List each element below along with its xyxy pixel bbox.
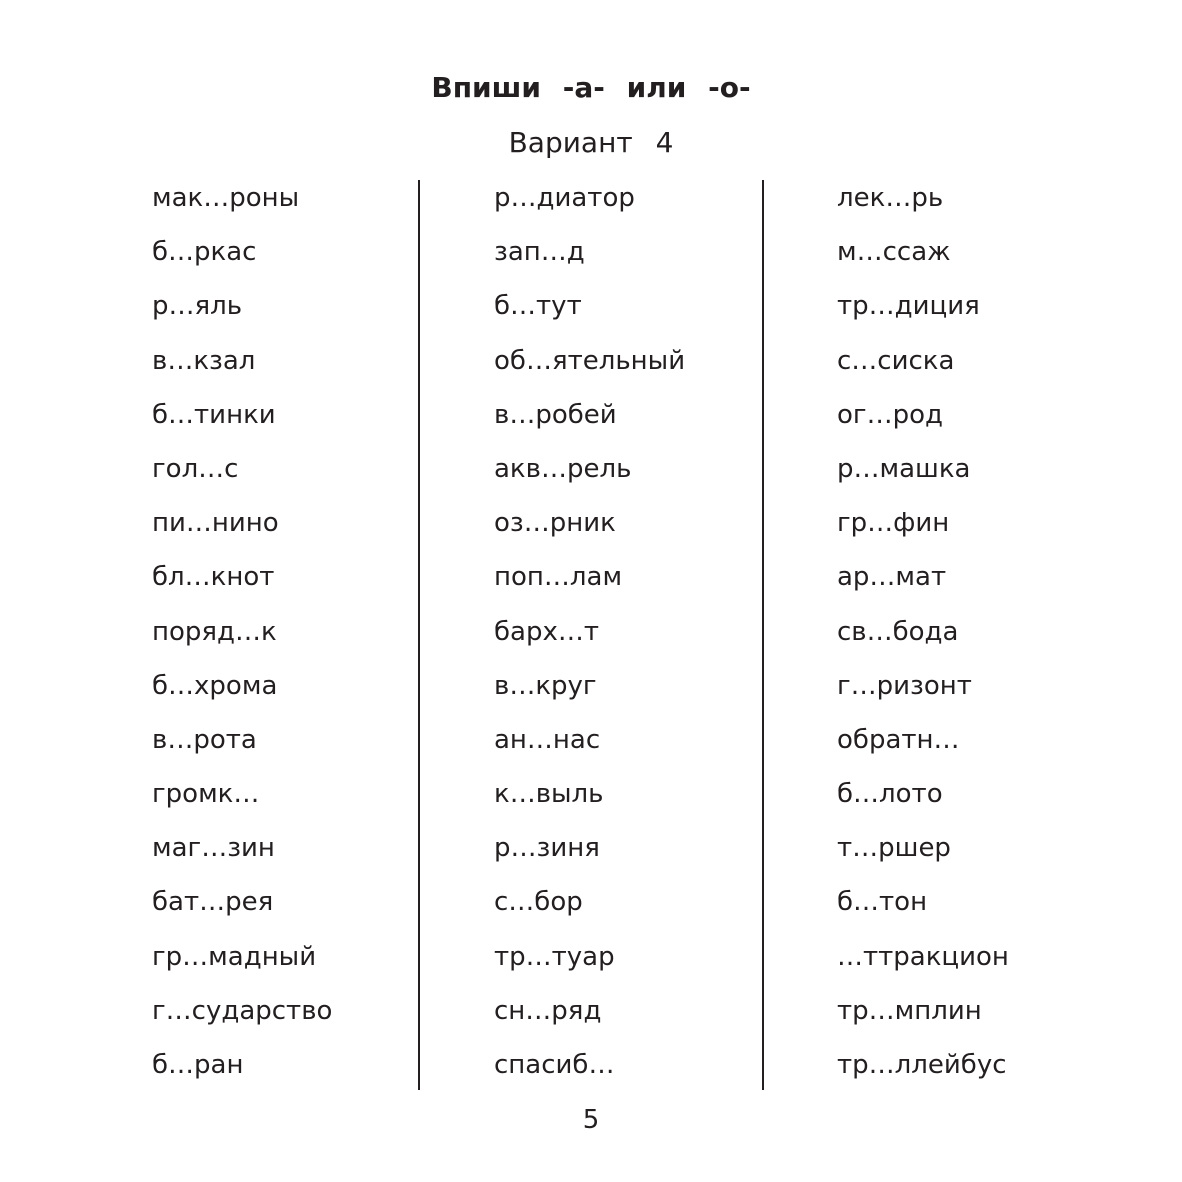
- word-item: св…бода: [837, 616, 959, 647]
- word-item: р…зиня: [494, 833, 600, 864]
- word-item: тр…мплин: [837, 995, 982, 1026]
- word-item: м…ссаж: [837, 237, 951, 268]
- word-item: …ттракцион: [837, 941, 1009, 972]
- word-item: громк…: [152, 779, 260, 810]
- word-item: сн…ряд: [494, 995, 602, 1026]
- word-item: об…ятельный: [494, 345, 686, 376]
- word-item: б…тинки: [152, 399, 276, 430]
- word-item: в…кзал: [152, 345, 256, 376]
- word-item: г…ризонт: [837, 670, 972, 701]
- word-item: оз…рник: [494, 508, 616, 539]
- word-item: к…выль: [494, 779, 604, 810]
- word-item: р…диатор: [494, 183, 635, 213]
- word-item: т…ршер: [837, 833, 951, 864]
- word-item: тр…ллейбус: [837, 1050, 1007, 1080]
- word-item: акв…рель: [494, 453, 632, 484]
- column-divider: [418, 180, 420, 1090]
- word-item: ог…род: [837, 399, 943, 430]
- word-item: пи…нино: [152, 508, 279, 539]
- variant-subtitle: Вариант 4: [508, 126, 674, 159]
- word-column-1: [152, 179, 332, 1100]
- word-item: б…тут: [494, 291, 582, 322]
- word-column-3: [837, 179, 1009, 1100]
- word-item: б…лото: [837, 779, 943, 810]
- word-item: в…рота: [152, 724, 257, 755]
- word-item: обратн…: [837, 724, 960, 755]
- word-item: гр…мадный: [152, 941, 317, 972]
- word-item: спасиб…: [494, 1050, 615, 1080]
- word-item: г…сударство: [152, 995, 333, 1026]
- word-item: б…ран: [152, 1050, 244, 1080]
- word-item: б…ркас: [152, 237, 257, 268]
- word-item: барх…т: [494, 616, 600, 647]
- word-item: лек…рь: [837, 183, 944, 213]
- word-item: поряд…к: [152, 616, 277, 647]
- word-item: гр…фин: [837, 508, 950, 539]
- word-item: в…круг: [494, 670, 597, 701]
- page-title: Впиши -а- или -о-: [431, 71, 751, 104]
- word-item: р…яль: [152, 291, 243, 322]
- word-item: с…сиска: [837, 345, 955, 376]
- word-item: мак…роны: [152, 183, 300, 213]
- word-item: ан…нас: [494, 724, 601, 755]
- word-item: б…тон: [837, 887, 928, 918]
- word-item: гол…с: [152, 453, 239, 484]
- word-item: поп…лам: [494, 562, 623, 593]
- column-divider: [762, 180, 764, 1090]
- word-item: зап…д: [494, 237, 585, 268]
- word-item: бат…рея: [152, 887, 274, 918]
- word-item: с…бор: [494, 887, 583, 918]
- word-item: в…робей: [494, 399, 617, 430]
- word-item: б…хрома: [152, 670, 278, 701]
- word-item: тр…диция: [837, 291, 980, 322]
- word-item: маг…зин: [152, 833, 275, 864]
- word-item: ар…мат: [837, 562, 947, 593]
- page-number: 5: [582, 1105, 600, 1135]
- word-item: р…машка: [837, 453, 971, 484]
- word-item: бл…кнот: [152, 562, 275, 593]
- word-column-2: [494, 179, 685, 1100]
- word-item: тр…туар: [494, 941, 615, 972]
